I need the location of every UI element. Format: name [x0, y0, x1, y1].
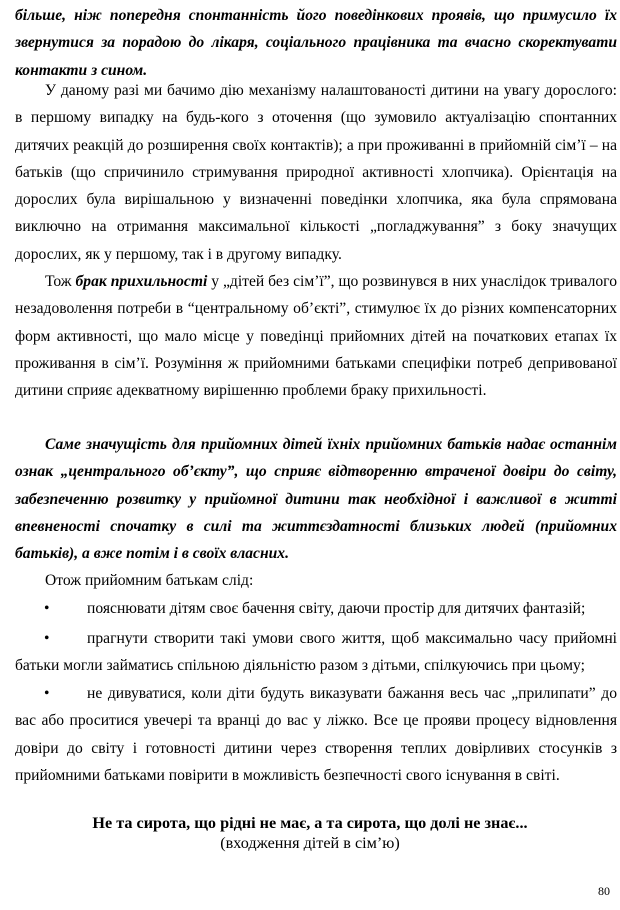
paragraph-rest: у „дітей без сім’ї”, що розвинувся в них унаслідок тривалого незадоволення потреби в “центральному об’єкті”, стимулює їх до різних компенсаторних форм активності, що мало місце у поведінці прийомних дітей на початкових етапах їх проживання в сім’ї. Розуміння ж прийомними батьками специфіки потреб депривованої дитини сприяє адекватному вирішенню проблеми браку прихильності.: [15, 273, 617, 400]
paragraph-significance: [15, 431, 617, 567]
paragraph-text: Саме значущість для прийомних дітей їхніх прийомних батьків надає останнім ознак „центрального об’єкту”, що сприяє відтворенню втраченої довіри до світу, забезпеченню розвитку у прийомної дитини так необхідної і важливої в житті впевненості спочатку в силі та життєздатності близьких людей (прийомних батьків), а вже потім і в своїх власних.: [15, 436, 617, 563]
bullet-item: [15, 625, 617, 680]
paragraph-lead: Тож: [45, 273, 76, 290]
bullet-content: не дивуватися, коли діти будуть виказувати бажання весь час „прилипати” до вас або проситися увечері та вранці до вас у ліжко. Все це прояви процесу відновлення довіри до світу і готовності дитини через створення теплих довірливих стосунків з прийомними батьками повірити в можливість безпечності свого існування в світі.: [15, 685, 617, 784]
bullet-item: [15, 595, 617, 622]
paragraph-attachment: [15, 268, 617, 404]
bullet-icon: •: [44, 600, 50, 617]
bullet-content: прагнути створити такі умови свого життя, щоб максимально часу прийомні батьки могли займатись спільною діяльністю разом з дітьми, спілкуючись при цьому;: [15, 630, 617, 675]
section-heading: Не та сирота, що рідні не має, а та сирота, що долі не знає...: [92, 814, 528, 832]
bullet-item: [15, 680, 617, 789]
bullet-text: [15, 595, 617, 622]
bullet-icon: •: [44, 630, 50, 647]
paragraph-text: У даному разі ми бачимо дію механізму налаштованості дитини на увагу дорослого: в першому випадку на будь-кого з оточення (що зумовило актуалізацію спонтанних дитячих реакцій до розширення своїх контактів); а при проживанні в прийомній сім’ї – на батьків (що спричинило стримування природної активності хлопчика). Орієнтація на дорослих була вирішальною у визначенні поведінки хлопчика, яка була спрямована виключно на отримання максимальної кількості „погладжування” з боку значущих дорослих, як у першому, так і в другому випадку.: [15, 82, 617, 263]
paragraph-mechanism: [15, 77, 617, 268]
page-number: 80: [598, 884, 610, 898]
bullet-icon: •: [44, 685, 50, 702]
paragraph-text: Отож прийомним батькам слід:: [45, 572, 254, 589]
paragraph-text: більше, ніж попередня спонтанність його поведінкових проявів, що примусило їх звернутися за порадою до лікаря, соціального працівника та вчасно скоректувати контакти з сином.: [15, 7, 617, 79]
bullet-text: [15, 625, 617, 680]
emphasis-term: брак прихильності: [75, 273, 208, 290]
paragraph-text: [15, 268, 617, 404]
bullet-text: [15, 680, 617, 789]
bullet-content: пояснювати дітям своє бачення світу, даючи простір для дитячих фантазій;: [87, 600, 586, 617]
section-subtitle: (входження дітей в сім’ю): [220, 834, 400, 852]
paragraph-continuation: [15, 2, 617, 84]
paragraph-recommendations-intro: [15, 567, 617, 594]
